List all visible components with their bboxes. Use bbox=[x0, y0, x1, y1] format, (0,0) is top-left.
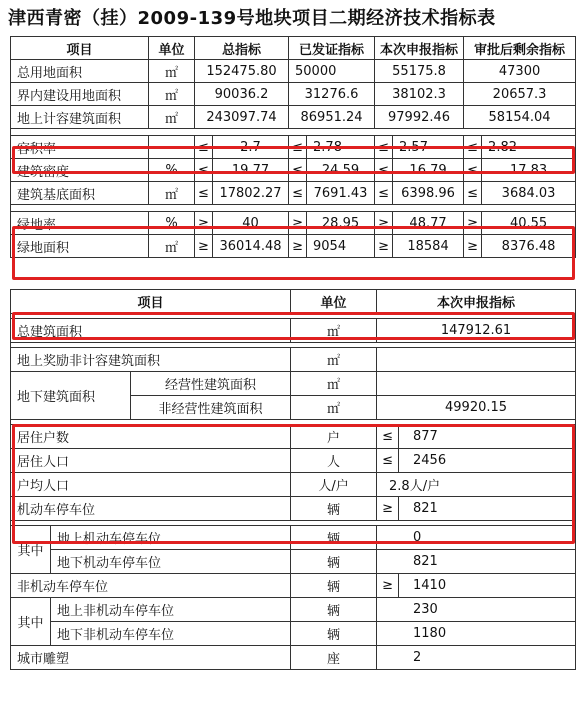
cell-issued: 2.78 bbox=[307, 136, 375, 159]
cell-remaining: 2.82 bbox=[482, 136, 576, 159]
cell-issued: 31276.6 bbox=[289, 83, 375, 106]
page-title: 津西青密（挂）2009-139号地块项目二期经济技术指标表 bbox=[8, 8, 496, 29]
sub-item: 非经营性建筑面积 bbox=[131, 396, 291, 420]
sub-item: 地上非机动车停车位 bbox=[51, 598, 291, 622]
table-row bbox=[11, 449, 576, 473]
row-unit: ㎡ bbox=[149, 182, 195, 205]
cell-sym: ≤ bbox=[289, 159, 307, 182]
row-unit: % bbox=[149, 159, 195, 182]
row-unit: 户 bbox=[291, 425, 377, 449]
table-row bbox=[11, 129, 576, 136]
cell-value: 2 bbox=[377, 646, 576, 670]
row-item: 户均人口 bbox=[11, 473, 291, 497]
row-unit: - bbox=[149, 136, 195, 159]
row-unit: ㎡ bbox=[291, 348, 377, 372]
row-unit: ㎡ bbox=[291, 319, 377, 343]
row-item: 建筑密度 bbox=[11, 159, 149, 182]
row-unit: ㎡ bbox=[149, 106, 195, 129]
row-unit: % bbox=[149, 212, 195, 235]
cell-sym: ≥ bbox=[195, 235, 213, 258]
cell-issued: 24.59 bbox=[307, 159, 375, 182]
table-row bbox=[11, 574, 576, 598]
row-unit: ㎡ bbox=[149, 83, 195, 106]
row-item: 地上计容建筑面积 bbox=[11, 106, 149, 129]
cell-value: 821 bbox=[377, 550, 576, 574]
cell-current: 16.79 bbox=[393, 159, 464, 182]
cell-value: 821 bbox=[399, 497, 576, 521]
header-item: 项目 bbox=[11, 290, 291, 314]
cell-sym: ≤ bbox=[464, 182, 482, 205]
table-row bbox=[11, 473, 576, 497]
row-unit: 人 bbox=[291, 449, 377, 473]
row-unit: 座 bbox=[291, 646, 377, 670]
group-label: 其中 bbox=[11, 598, 51, 646]
cell-total: 40 bbox=[213, 212, 289, 235]
cell-sym: ≥ bbox=[375, 235, 393, 258]
cell-remaining: 47300 bbox=[464, 60, 576, 83]
cell-sym: ≤ bbox=[377, 449, 399, 473]
table-row bbox=[11, 106, 576, 129]
cell-value: 230 bbox=[377, 598, 576, 622]
row-item: 界内建设用地面积 bbox=[11, 83, 149, 106]
cell-sym: ≥ bbox=[377, 497, 399, 521]
header-remaining: 审批后剩余指标 bbox=[464, 37, 576, 60]
table-row bbox=[11, 319, 576, 343]
row-item: 总用地面积 bbox=[11, 60, 149, 83]
row-item: 地下建筑面积 bbox=[11, 372, 131, 420]
cell-sym: ≤ bbox=[375, 136, 393, 159]
indicator-table-1 bbox=[10, 36, 576, 258]
cell-sym: ≤ bbox=[195, 136, 213, 159]
table-row bbox=[11, 182, 576, 205]
cell-sym: ≤ bbox=[289, 136, 307, 159]
row-item: 总建筑面积 bbox=[11, 319, 291, 343]
row-spacer bbox=[11, 129, 576, 136]
table-row bbox=[11, 526, 576, 550]
cell-value bbox=[377, 372, 576, 396]
row-unit: 辆 bbox=[291, 497, 377, 521]
table-row bbox=[11, 497, 576, 521]
cell-sym: ≥ bbox=[375, 212, 393, 235]
table-row bbox=[11, 425, 576, 449]
row-item: 绿地面积 bbox=[11, 235, 149, 258]
cell-issued: 86951.24 bbox=[289, 106, 375, 129]
cell-remaining: 58154.04 bbox=[464, 106, 576, 129]
cell-value: 1180 bbox=[377, 622, 576, 646]
table-row bbox=[11, 598, 576, 622]
cell-sym: ≤ bbox=[195, 182, 213, 205]
cell-sym: ≤ bbox=[375, 159, 393, 182]
row-item: 居住户数 bbox=[11, 425, 291, 449]
row-unit: ㎡ bbox=[291, 396, 377, 420]
cell-value: 147912.61 bbox=[377, 319, 576, 343]
table-row bbox=[11, 646, 576, 670]
table-row bbox=[11, 212, 576, 235]
row-unit: 辆 bbox=[291, 550, 377, 574]
cell-sym: ≥ bbox=[289, 212, 307, 235]
cell-current: 18584 bbox=[393, 235, 464, 258]
row-item: 城市雕塑 bbox=[11, 646, 291, 670]
table-row bbox=[11, 60, 576, 83]
cell-sym: ≥ bbox=[464, 235, 482, 258]
table-row bbox=[11, 372, 576, 396]
cell-issued: 50000 bbox=[289, 60, 375, 83]
header-current: 本次申报指标 bbox=[377, 290, 576, 314]
cell-total: 243097.74 bbox=[195, 106, 289, 129]
cell-current: 97992.46 bbox=[375, 106, 464, 129]
cell-remaining: 3684.03 bbox=[482, 182, 576, 205]
cell-issued: 9054 bbox=[307, 235, 375, 258]
table-header-row bbox=[11, 37, 576, 60]
row-item: 建筑基底面积 bbox=[11, 182, 149, 205]
indicator-table-2 bbox=[10, 289, 576, 670]
cell-current: 55175.8 bbox=[375, 60, 464, 83]
cell-sym: ≤ bbox=[377, 425, 399, 449]
header-unit: 单位 bbox=[291, 290, 377, 314]
cell-total: 17802.27 bbox=[213, 182, 289, 205]
cell-current: 2.57 bbox=[393, 136, 464, 159]
cell-value: 2.8人/户 bbox=[377, 473, 576, 497]
cell-remaining: 17.83 bbox=[482, 159, 576, 182]
cell-sym: ≤ bbox=[289, 182, 307, 205]
cell-total: 152475.80 bbox=[195, 60, 289, 83]
table-row bbox=[11, 622, 576, 646]
cell-total: 90036.2 bbox=[195, 83, 289, 106]
row-item: 机动车停车位 bbox=[11, 497, 291, 521]
row-unit: 辆 bbox=[291, 526, 377, 550]
table-row bbox=[11, 83, 576, 106]
cell-sym: ≤ bbox=[195, 159, 213, 182]
row-item: 绿地率 bbox=[11, 212, 149, 235]
sub-item: 地下非机动车停车位 bbox=[51, 622, 291, 646]
cell-current: 38102.3 bbox=[375, 83, 464, 106]
cell-value: 0 bbox=[377, 526, 576, 550]
table-row bbox=[11, 550, 576, 574]
cell-current: 6398.96 bbox=[393, 182, 464, 205]
row-item: 容积率 bbox=[11, 136, 149, 159]
cell-value bbox=[377, 348, 576, 372]
row-unit: 辆 bbox=[291, 622, 377, 646]
row-unit: ㎡ bbox=[149, 235, 195, 258]
cell-issued: 7691.43 bbox=[307, 182, 375, 205]
sub-item: 地下机动车停车位 bbox=[51, 550, 291, 574]
cell-sym: ≥ bbox=[195, 212, 213, 235]
cell-value: 1410 bbox=[399, 574, 576, 598]
row-unit: ㎡ bbox=[291, 372, 377, 396]
cell-total: 2.7 bbox=[213, 136, 289, 159]
cell-remaining: 8376.48 bbox=[482, 235, 576, 258]
cell-sym: ≥ bbox=[289, 235, 307, 258]
cell-total: 19.77 bbox=[213, 159, 289, 182]
row-item: 居住人口 bbox=[11, 449, 291, 473]
group-label: 其中 bbox=[11, 526, 51, 574]
cell-total: 36014.48 bbox=[213, 235, 289, 258]
cell-remaining: 20657.3 bbox=[464, 83, 576, 106]
row-unit: ㎡ bbox=[149, 60, 195, 83]
cell-value: 49920.15 bbox=[377, 396, 576, 420]
table-row bbox=[11, 205, 576, 212]
cell-sym: ≤ bbox=[375, 182, 393, 205]
sub-item: 经营性建筑面积 bbox=[131, 372, 291, 396]
row-spacer bbox=[11, 205, 576, 212]
row-unit: 辆 bbox=[291, 574, 377, 598]
cell-sym: ≤ bbox=[464, 159, 482, 182]
cell-sym: ≥ bbox=[377, 574, 399, 598]
row-unit: 人/户 bbox=[291, 473, 377, 497]
cell-value: 877 bbox=[399, 425, 576, 449]
cell-sym: ≤ bbox=[464, 136, 482, 159]
cell-current: 48.77 bbox=[393, 212, 464, 235]
header-unit: 单位 bbox=[149, 37, 195, 60]
table-row bbox=[11, 136, 576, 159]
header-item: 项目 bbox=[11, 37, 149, 60]
table-row bbox=[11, 348, 576, 372]
cell-remaining: 40.55 bbox=[482, 212, 576, 235]
row-item: 地上奖励非计容建筑面积 bbox=[11, 348, 291, 372]
row-item: 非机动车停车位 bbox=[11, 574, 291, 598]
table-row bbox=[11, 159, 576, 182]
header-current: 本次申报指标 bbox=[375, 37, 464, 60]
cell-issued: 28.95 bbox=[307, 212, 375, 235]
cell-value: 2456 bbox=[399, 449, 576, 473]
header-total: 总指标 bbox=[195, 37, 289, 60]
row-unit: 辆 bbox=[291, 598, 377, 622]
header-issued: 已发证指标 bbox=[289, 37, 375, 60]
cell-sym: ≥ bbox=[464, 212, 482, 235]
table-header-row bbox=[11, 290, 576, 314]
sub-item: 地上机动车停车位 bbox=[51, 526, 291, 550]
table-row bbox=[11, 235, 576, 258]
